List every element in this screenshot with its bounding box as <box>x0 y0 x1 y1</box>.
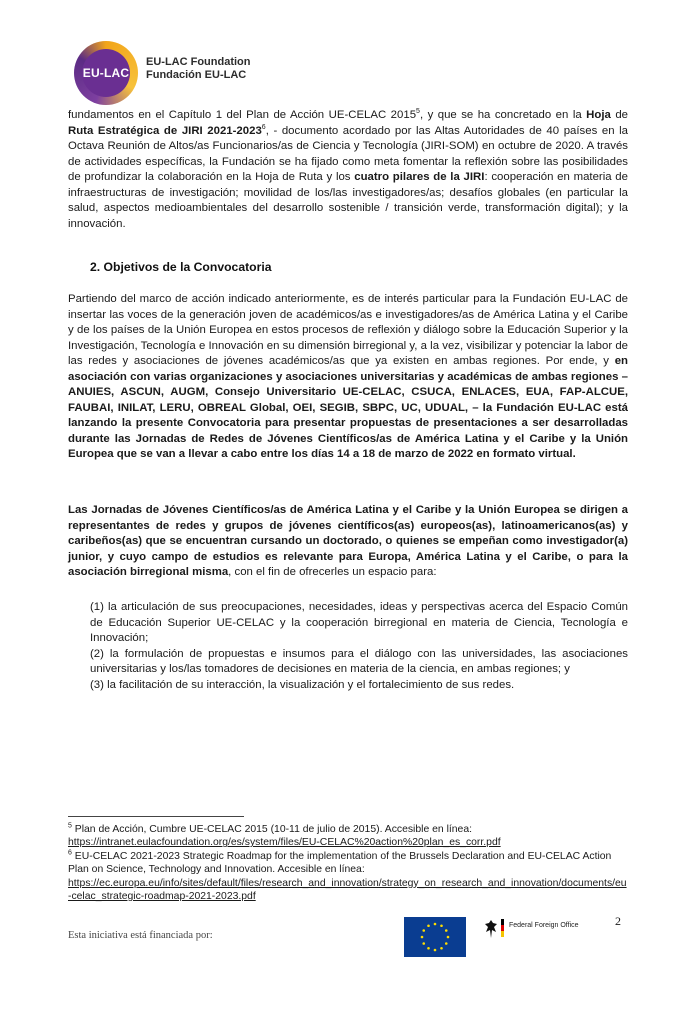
intro-text-3: de <box>610 109 629 121</box>
eu-star-icon <box>427 924 430 927</box>
eu-flag-graphic <box>404 917 466 957</box>
eu-star-icon <box>447 936 450 939</box>
funding-note: Esta iniciativa está financiada por: <box>68 930 213 941</box>
footnote-5-link[interactable]: https://intranet.eulacfoundation.org/es/system/files/EU-CELAC%20action%20plan_es_corr.pdf <box>68 837 501 849</box>
objectives-paragraph <box>68 292 628 463</box>
federal-foreign-office-logo <box>484 917 604 947</box>
footnote-ref-6[interactable]: 6 <box>261 123 266 131</box>
objectives-list <box>90 600 628 693</box>
logo-text: EU-LAC <box>82 66 130 80</box>
eu-star-icon <box>434 949 437 952</box>
foundation-name-es: Fundación EU-LAC <box>146 69 247 81</box>
jornadas-bold: Las Jornadas de Jóvenes Científicos/as de América Latina y el Caribe y la Unión Europea se dirigen a representantes de redes y grupos de jóvenes científicos(as) europeos(as), latinoamericanos(as) y caribeños(as) que se encuentran cursando un doctorado, o quienes se empeñan como investigador(a) junior, y cuyo campo de estudios es relevante para Europa, América Latina y el Caribe, o para la asociación birregional misma <box>68 504 628 578</box>
footnote-ref-5[interactable]: 5 <box>416 108 420 116</box>
list-item: (1) la articulación de sus preocupaciones, necesidades, ideas y perspectivas acerca del Espacio Común de Educación Superior UE-CELAC y la cooperación birregional en materia de Ciencia, Tecnología e Innovación; <box>90 601 628 644</box>
intro-text-4: , - documento acordado por las Altas Autoridades de 40 países en la Octava Reunión de Altos/as Funcionarios/as de Ciencia y Tecnología (JIRI-SOM) en octubre de 2020. A través de actividades específicas, la Fundación se ha fijado como meta fomentar la reflexión sobre las posibilidades de profundizar la colaboración en la Hoja de Ruta y los <box>68 124 628 183</box>
footnote-5-text: Plan de Acción, Cumbre UE-CELAC 2015 (10-11 de julio de 2015). Accesible en línea: <box>71 824 472 835</box>
foundation-name-en: EU-LAC Foundation <box>146 56 251 68</box>
intro-text-2: , y que se ha concretado en la <box>419 109 587 121</box>
intro-bold-1: Hoja <box>586 109 611 121</box>
eu-star-icon <box>440 947 443 950</box>
eu-star-icon <box>422 942 425 945</box>
footnote-6 <box>68 850 630 877</box>
footnote-6-link[interactable]: https://ec.europa.eu/info/sites/default/files/research_and_innovation/strategy_on_research_and_innovation/documents/eu-celac_strategic-roadmap-2021-2023.pdf <box>68 877 627 903</box>
intro-paragraph <box>68 108 628 232</box>
logo-center <box>82 49 130 97</box>
intro-text-5: : cooperación en materia de infraestructuras de investigación; movilidad de los/las investigadores/as; desafíos globales (en particular la salud, aspectos medioambientales del desarrollo sostenible / transición verde, transformación digital); y la innovación. <box>68 171 628 230</box>
eu-star-icon <box>445 942 448 945</box>
list-item: (3) la facilitación de su interacción, la visualización y el fortalecimiento de sus redes. <box>90 678 515 691</box>
footnote-6-number: 6 <box>68 849 72 857</box>
eu-star-icon <box>422 929 425 932</box>
intro-bold-3: cuatro pilares de la JIRI <box>354 171 485 183</box>
footnote-divider <box>68 816 244 817</box>
footnote-5-number: 5 <box>68 822 72 830</box>
eu-star-icon <box>445 929 448 932</box>
intro-text-1: fundamentos en el Capítulo 1 del Plan de Acción UE-CELAC 2015 <box>68 109 417 121</box>
objectives-bold: en asociación con varias organizaciones y asociaciones universitarias y académicas de ambas regiones – ANUIES, ASCUN, AUGM, Consejo Universitario UE-CELAC, CSUCA, ENLACES, EUA, FAP-ALCUE, FAUBAI, INILAT, LERU, OBREAL Global, OEI, SEGIB, SBPC, UC, UDUAL, – la Fundación EU-LAC está lanzando la presente Convocatoria para presentar propuestas de presentaciones a ser desarrolladas durante las Jornadas de Redes de Jóvenes Científicos/as de América Latina y el Caribe y la Unión Europea que se van a llevar a cabo entre los días 14 a 18 de marzo de 2022 en formato virtual. <box>68 355 628 460</box>
list-item: (2) la formulación de propuestas e insumos para el diálogo con las universidades, las asociaciones universitarias y los/las tomadores de decisiones en materia de la ciencia, en ambas regiones; y <box>90 647 628 675</box>
intro-bold-2: Ruta Estratégica de JIRI 2021-2023 <box>68 124 262 137</box>
footnotes <box>68 823 630 903</box>
eu-star-icon <box>427 947 430 950</box>
german-flag-bars <box>501 919 504 937</box>
page-number: 2 <box>615 914 621 928</box>
eu-lac-logo <box>74 41 138 105</box>
eu-star-icon <box>434 923 437 926</box>
objectives-text: Partiendo del marco de acción indicado anteriormente, es de interés particular para la Fundación EU-LAC de insertar las voces de la generación joven de académicos/as e investigadores/as de América Latina y el Caribe y de los países de la Unión Europea en estos procesos de reflexión y diálogo sobre la Educación Superior y la Investigación, Tecnología e Innovación en su dimensión birregional y, a la vez, visibilizar y potenciar la labor de las redes y asociaciones de jóvenes académicos/as que ya existen en ambas regiones. Por ende, y <box>68 293 628 367</box>
eagle-icon <box>484 919 498 939</box>
section-heading: 2. Objetivos de la Convocatoria <box>90 260 272 274</box>
jornadas-text: , con el fin de ofrecerles un espacio para: <box>228 566 437 578</box>
eu-star-icon <box>440 924 443 927</box>
eu-flag-icon <box>404 917 466 957</box>
eu-star-icon <box>421 936 424 939</box>
foundation-name <box>146 56 250 82</box>
footnote-5 <box>68 823 630 836</box>
ffo-label: Federal Foreign Office <box>509 922 579 929</box>
jornadas-paragraph <box>68 503 628 581</box>
footnote-6-text: EU-CELAC 2021-2023 Strategic Roadmap for the implementation of the Brussels Declaration and EU-CELAC Action Plan on Science, Technology and Innovation. Accesible en línea: <box>68 850 612 876</box>
